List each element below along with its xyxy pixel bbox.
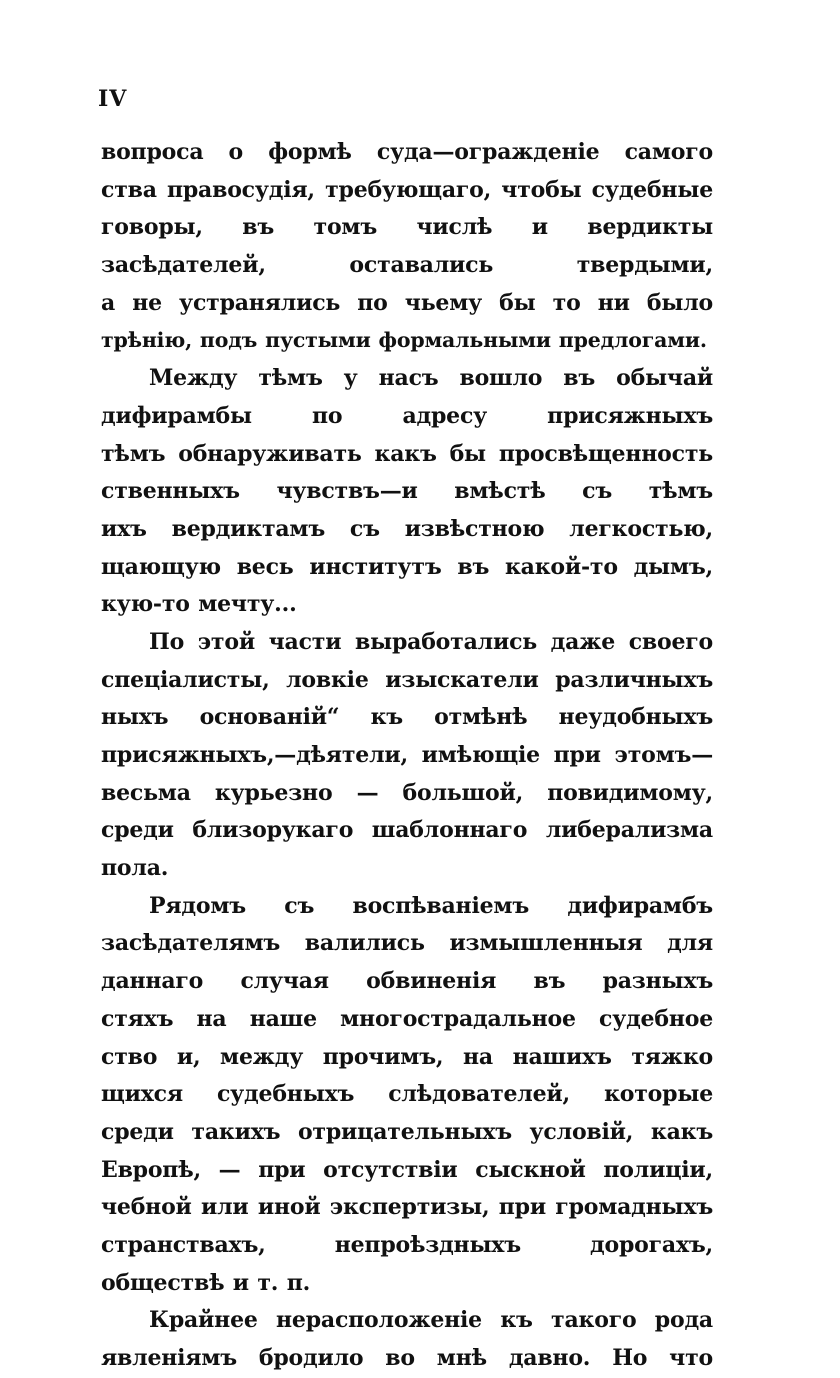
- text-line: весьма курьезно — большой, повидимому,: [101, 779, 713, 806]
- text-line: среди такихъ отрицательныхъ условій, какъ: [101, 1118, 713, 1145]
- text-line: щихся судебныхъ слѣдователей, которые: [101, 1081, 713, 1108]
- text-line: дифирамбы по адресу присяжныхъ: [101, 402, 713, 429]
- text-line: вопроса о формѣ суда—огражденіе самого: [101, 139, 713, 165]
- text-line: ство и, между прочимъ, на нашихъ тяжко: [101, 1043, 713, 1070]
- text-line: а не устранялись по чьему бы то ни было: [101, 289, 713, 316]
- text-line: трѣнію, подъ пустыми формальными предлогами.: [101, 328, 707, 353]
- text-line: кую-то мечту...: [101, 591, 297, 618]
- text-line: Между тѣмъ у насъ вошло въ обычай: [149, 365, 713, 392]
- page-number: IV: [98, 86, 128, 112]
- body-text: [101, 134, 713, 1378]
- text-line: Крайнее нерасположеніе къ такого рода: [149, 1307, 713, 1334]
- text-line: спеціалисты, ловкіе изыскатели различныхъ: [101, 666, 713, 693]
- text-line: присяжныхъ,—дѣятели, имѣющіе при этомъ—: [101, 742, 713, 768]
- text-line: говоры, въ томъ числѣ и вердикты: [101, 214, 713, 241]
- text-line: пола.: [101, 855, 169, 882]
- text-line: ныхъ основаній“ къ отмѣнѣ неудобныхъ: [101, 704, 713, 731]
- text-line: даннаго случая обвиненія въ разныхъ: [101, 968, 713, 995]
- text-line: среди близорукаго шаблоннаго либерализма: [101, 817, 713, 844]
- text-line: ихъ вердиктамъ съ извѣстною легкостью,: [101, 515, 713, 542]
- text-line: щающую весь институтъ въ какой-то дымъ,: [101, 553, 713, 580]
- text-line: странствахъ, непроѣздныхъ дорогахъ,: [101, 1231, 713, 1258]
- text-line: По этой части выработались даже своего: [149, 628, 713, 655]
- text-line: ства правосудія, требующаго, чтобы судебные: [101, 176, 713, 203]
- text-line: явленіямъ бродило во мнѣ давно. Но что: [101, 1345, 713, 1371]
- text-line: засѣдателей, оставались твердыми,: [101, 252, 713, 279]
- text-line: ственныхъ чувствъ—и вмѣстѣ съ тѣмъ: [101, 478, 713, 505]
- text-line: Рядомъ съ воспѣваніемъ дифирамбъ: [149, 892, 713, 919]
- text-line: засѣдателямъ валились измышленныя для: [101, 930, 713, 957]
- text-line: Европѣ, — при отсутствіи сыскной полиціи,: [101, 1156, 713, 1183]
- text-line: тѣмъ обнаруживать какъ бы просвѣщенность: [101, 440, 713, 467]
- text-line: стяхъ на наше многострадальное судебное: [101, 1005, 713, 1032]
- text-line: обществѣ и т. п.: [101, 1269, 311, 1296]
- text-line: чебной или иной экспертизы, при громадныхъ: [101, 1194, 713, 1221]
